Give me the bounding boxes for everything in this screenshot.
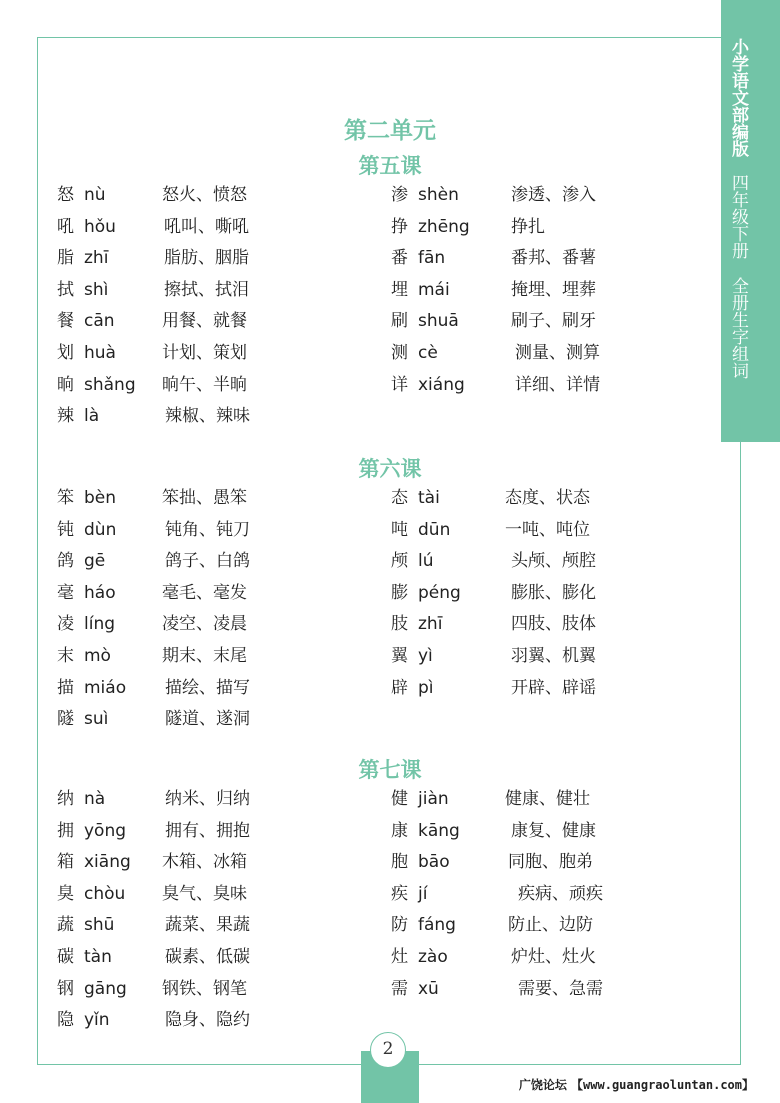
- vocab-words: 木箱、冰箱: [162, 852, 247, 873]
- vocab-pinyin: dùn: [84, 519, 117, 540]
- vocab-words: 晌午、半晌: [162, 374, 247, 395]
- vocab-character: 怒: [57, 185, 74, 205]
- vocab-words: 钝角、钝刀: [165, 519, 250, 540]
- vocab-entry: [391, 485, 631, 511]
- vocab-words: 辣椒、辣味: [165, 406, 250, 427]
- vocab-words: 康复、健康: [511, 820, 596, 841]
- vocab-entry: [57, 245, 297, 271]
- vocab-words: 鸽子、白鸽: [165, 551, 250, 572]
- side-tab-subtitle: 全册生字组词: [728, 276, 748, 379]
- vocab-character: 态: [391, 488, 408, 508]
- vocab-character: 需: [391, 978, 408, 999]
- vocab-character: 膨: [391, 582, 408, 603]
- vocab-pinyin: shuā: [418, 311, 459, 332]
- vocab-words: 蔬菜、果蔬: [165, 915, 250, 936]
- vocab-character: 肢: [391, 614, 408, 635]
- vocab-entry: [391, 548, 631, 574]
- vocab-words: 态度、状态: [505, 488, 590, 508]
- vocab-entry: [391, 849, 631, 875]
- vocab-character: 辟: [391, 677, 408, 698]
- vocab-words: 掩埋、埋葬: [511, 279, 596, 300]
- vocab-words: 膨胀、膨化: [511, 582, 596, 603]
- vocab-entry: [391, 786, 631, 812]
- vocab-pinyin: xiāng: [84, 852, 131, 873]
- vocab-character: 康: [391, 820, 408, 841]
- vocab-entry: [391, 912, 631, 938]
- vocab-words: 防止、边防: [508, 915, 593, 936]
- vocab-entry: [57, 580, 297, 606]
- vocab-character: 纳: [57, 789, 74, 809]
- vocab-pinyin: tài: [418, 488, 440, 508]
- vocab-character: 钝: [57, 519, 74, 540]
- vocab-entry: [391, 340, 631, 366]
- vocab-words: 渗透、渗入: [511, 185, 596, 205]
- vocab-words: 脂肪、胭脂: [164, 248, 249, 269]
- vocab-pinyin: yōng: [84, 820, 127, 841]
- vocab-entry: [391, 308, 631, 334]
- vocab-words: 怒火、愤怒: [162, 185, 247, 205]
- vocab-words: 擦拭、拭泪: [164, 279, 249, 300]
- vocab-character: 测: [391, 343, 408, 363]
- vocab-pinyin: là: [84, 406, 100, 427]
- vocab-pinyin: shǎng: [84, 374, 136, 395]
- vocab-entry: [391, 675, 631, 701]
- vocab-character: 碳: [57, 947, 74, 967]
- vocab-entry: [57, 517, 297, 543]
- footer-url: 【www.guangraoluntan.com】: [571, 1078, 754, 1092]
- vocab-character: 毫: [57, 582, 74, 603]
- vocab-pinyin: shèn: [418, 185, 459, 205]
- vocab-character: 灶: [391, 947, 408, 967]
- vocab-character: 挣: [391, 216, 408, 237]
- vocab-pinyin: zhī: [84, 248, 109, 269]
- vocab-entry: [57, 1007, 297, 1033]
- vocab-words: 吼叫、嘶吼: [164, 216, 249, 237]
- vocab-character: 刷: [391, 311, 408, 332]
- vocab-character: 钢: [57, 978, 74, 999]
- vocab-character: 防: [391, 915, 408, 936]
- vocab-character: 餐: [57, 311, 74, 332]
- vocab-pinyin: cè: [418, 343, 438, 363]
- vocab-words: 毫毛、毫发: [162, 582, 247, 603]
- vocab-words: 健康、健壮: [505, 789, 590, 809]
- vocab-character: 吨: [391, 519, 408, 540]
- side-tab-text: [721, 38, 747, 379]
- page-number: 2: [370, 1032, 406, 1068]
- vocab-entry: [57, 182, 297, 208]
- vocab-character: 描: [57, 677, 74, 698]
- vocab-pinyin: dūn: [418, 519, 451, 540]
- vocab-words: 羽翼、机翼: [511, 646, 596, 666]
- lesson-title: 第七课: [358, 758, 422, 782]
- vocab-character: 末: [57, 646, 74, 666]
- vocab-character: 晌: [57, 374, 74, 395]
- vocab-words: 炉灶、灶火: [511, 947, 596, 967]
- vocab-pinyin: yǐn: [84, 1010, 110, 1031]
- vocab-pinyin: líng: [84, 614, 116, 635]
- vocab-entry: [391, 214, 631, 240]
- vocab-character: 脂: [57, 248, 74, 269]
- vocab-entry: [391, 881, 631, 907]
- vocab-words: 计划、策划: [162, 343, 247, 363]
- vocab-entry: [57, 372, 297, 398]
- vocab-character: 凌: [57, 614, 74, 635]
- vocab-entry: [57, 881, 297, 907]
- vocab-character: 吼: [57, 216, 74, 237]
- vocab-entry: [391, 643, 631, 669]
- vocab-character: 详: [391, 374, 408, 395]
- vocab-pinyin: gāng: [84, 978, 127, 999]
- vocab-pinyin: zhēng: [418, 216, 470, 237]
- vocab-entry: [57, 485, 297, 511]
- vocab-pinyin: jí: [418, 883, 428, 904]
- vocab-pinyin: gē: [84, 551, 106, 572]
- lesson-title: 第六课: [358, 457, 422, 481]
- vocab-entry: [57, 611, 297, 637]
- vocab-entry: [57, 786, 297, 812]
- vocab-pinyin: jiàn: [418, 789, 449, 809]
- vocab-words: 头颅、颅腔: [511, 551, 596, 572]
- vocab-words: 笨拙、愚笨: [162, 488, 247, 508]
- vocab-pinyin: fān: [418, 248, 446, 269]
- vocab-character: 笨: [57, 488, 74, 508]
- vocab-entry: [57, 214, 297, 240]
- vocab-words: 拥有、拥抱: [165, 820, 250, 841]
- vocab-words: 四肢、肢体: [511, 614, 596, 635]
- vocab-character: 埋: [391, 279, 408, 300]
- vocab-words: 用餐、就餐: [162, 311, 247, 332]
- vocab-words: 钢铁、钢笔: [162, 978, 247, 999]
- vocab-words: 凌空、凌晨: [162, 614, 247, 635]
- vocab-character: 划: [57, 343, 74, 363]
- vocab-words: 挣扎: [511, 216, 545, 237]
- vocab-pinyin: lú: [418, 551, 434, 572]
- vocab-pinyin: chòu: [84, 883, 126, 904]
- vocab-character: 渗: [391, 185, 408, 205]
- vocab-words: 纳米、归纳: [165, 789, 250, 809]
- vocab-words: 描绘、描写: [165, 677, 250, 698]
- vocab-character: 疾: [391, 883, 408, 904]
- vocab-character: 番: [391, 248, 408, 269]
- vocab-words: 期末、末尾: [162, 646, 247, 666]
- vocab-character: 箱: [57, 852, 74, 873]
- vocab-entry: [57, 548, 297, 574]
- vocab-words: 臭气、臭味: [162, 883, 247, 904]
- vocab-pinyin: tàn: [84, 947, 112, 967]
- vocab-entry: [57, 976, 297, 1002]
- vocab-words: 一吨、吨位: [505, 519, 590, 540]
- vocab-words: 测量、测算: [515, 343, 600, 363]
- vocab-entry: [391, 372, 631, 398]
- vocab-pinyin: kāng: [418, 820, 460, 841]
- vocab-entry: [391, 944, 631, 970]
- vocab-words: 需要、急需: [518, 978, 603, 999]
- vocab-entry: [57, 643, 297, 669]
- vocab-pinyin: shì: [84, 279, 109, 300]
- vocab-character: 鸽: [57, 551, 74, 572]
- vocab-words: 番邦、番薯: [511, 248, 596, 269]
- vocab-entry: [391, 818, 631, 844]
- vocab-entry: [391, 580, 631, 606]
- vocab-entry: [391, 182, 631, 208]
- vocab-entry: [57, 706, 297, 732]
- vocab-pinyin: nù: [84, 185, 106, 205]
- vocab-pinyin: mò: [84, 646, 111, 666]
- vocab-words: 同胞、胞弟: [508, 852, 593, 873]
- footer-site: 广饶论坛: [518, 1078, 567, 1092]
- vocab-entry: [57, 308, 297, 334]
- vocab-pinyin: cān: [84, 311, 115, 332]
- vocab-entry: [57, 675, 297, 701]
- vocab-character: 臭: [57, 883, 74, 904]
- vocab-words: 刷子、刷牙: [511, 311, 596, 332]
- vocab-character: 翼: [391, 646, 408, 666]
- vocab-pinyin: bāo: [418, 852, 450, 873]
- side-tab-title: 小学语文部编版: [728, 38, 748, 157]
- vocab-entry: [57, 944, 297, 970]
- vocab-character: 拥: [57, 820, 74, 841]
- side-tab: [721, 0, 780, 442]
- vocab-entry: [391, 976, 631, 1002]
- vocab-entry: [57, 818, 297, 844]
- vocab-character: 胞: [391, 852, 408, 873]
- footer-credit: [519, 1076, 754, 1093]
- vocab-pinyin: pì: [418, 677, 434, 698]
- vocab-words: 详细、详情: [515, 374, 600, 395]
- vocab-pinyin: shū: [84, 915, 115, 936]
- side-tab-grade: 四年级下册: [728, 174, 748, 260]
- vocab-pinyin: háo: [84, 582, 116, 603]
- vocab-character: 健: [391, 789, 408, 809]
- vocab-character: 颅: [391, 551, 408, 572]
- vocab-pinyin: péng: [418, 582, 461, 603]
- vocab-entry: [391, 611, 631, 637]
- vocab-words: 隐身、隐约: [165, 1010, 250, 1031]
- vocab-character: 辣: [57, 406, 74, 427]
- vocab-pinyin: fáng: [418, 915, 456, 936]
- vocab-character: 隧: [57, 709, 74, 730]
- vocab-entry: [391, 517, 631, 543]
- vocab-pinyin: mái: [418, 279, 450, 300]
- vocab-entry: [391, 245, 631, 271]
- vocab-pinyin: miáo: [84, 677, 127, 698]
- vocab-character: 隐: [57, 1010, 74, 1031]
- vocab-pinyin: hǒu: [84, 216, 116, 237]
- vocab-pinyin: xiáng: [418, 374, 465, 395]
- vocab-entry: [57, 340, 297, 366]
- vocab-pinyin: nà: [84, 789, 106, 809]
- vocab-words: 碳素、低碳: [165, 947, 250, 967]
- vocab-entry: [57, 403, 297, 429]
- vocab-words: 隧道、遂洞: [165, 709, 250, 730]
- vocab-pinyin: suì: [84, 709, 109, 730]
- vocab-words: 疾病、顽疾: [518, 883, 603, 904]
- vocab-entry: [57, 849, 297, 875]
- vocab-pinyin: xū: [418, 978, 439, 999]
- vocab-pinyin: huà: [84, 343, 116, 363]
- lesson-title: 第五课: [358, 154, 422, 178]
- vocab-pinyin: zào: [418, 947, 448, 967]
- vocab-pinyin: bèn: [84, 488, 117, 508]
- vocab-entry: [391, 277, 631, 303]
- vocab-pinyin: zhī: [418, 614, 443, 635]
- vocab-pinyin: yì: [418, 646, 433, 666]
- vocab-words: 开辟、辟谣: [511, 677, 596, 698]
- unit-title: 第二单元: [344, 118, 436, 144]
- vocab-entry: [57, 912, 297, 938]
- vocab-entry: [57, 277, 297, 303]
- vocab-character: 拭: [57, 279, 74, 300]
- vocab-character: 蔬: [57, 915, 74, 936]
